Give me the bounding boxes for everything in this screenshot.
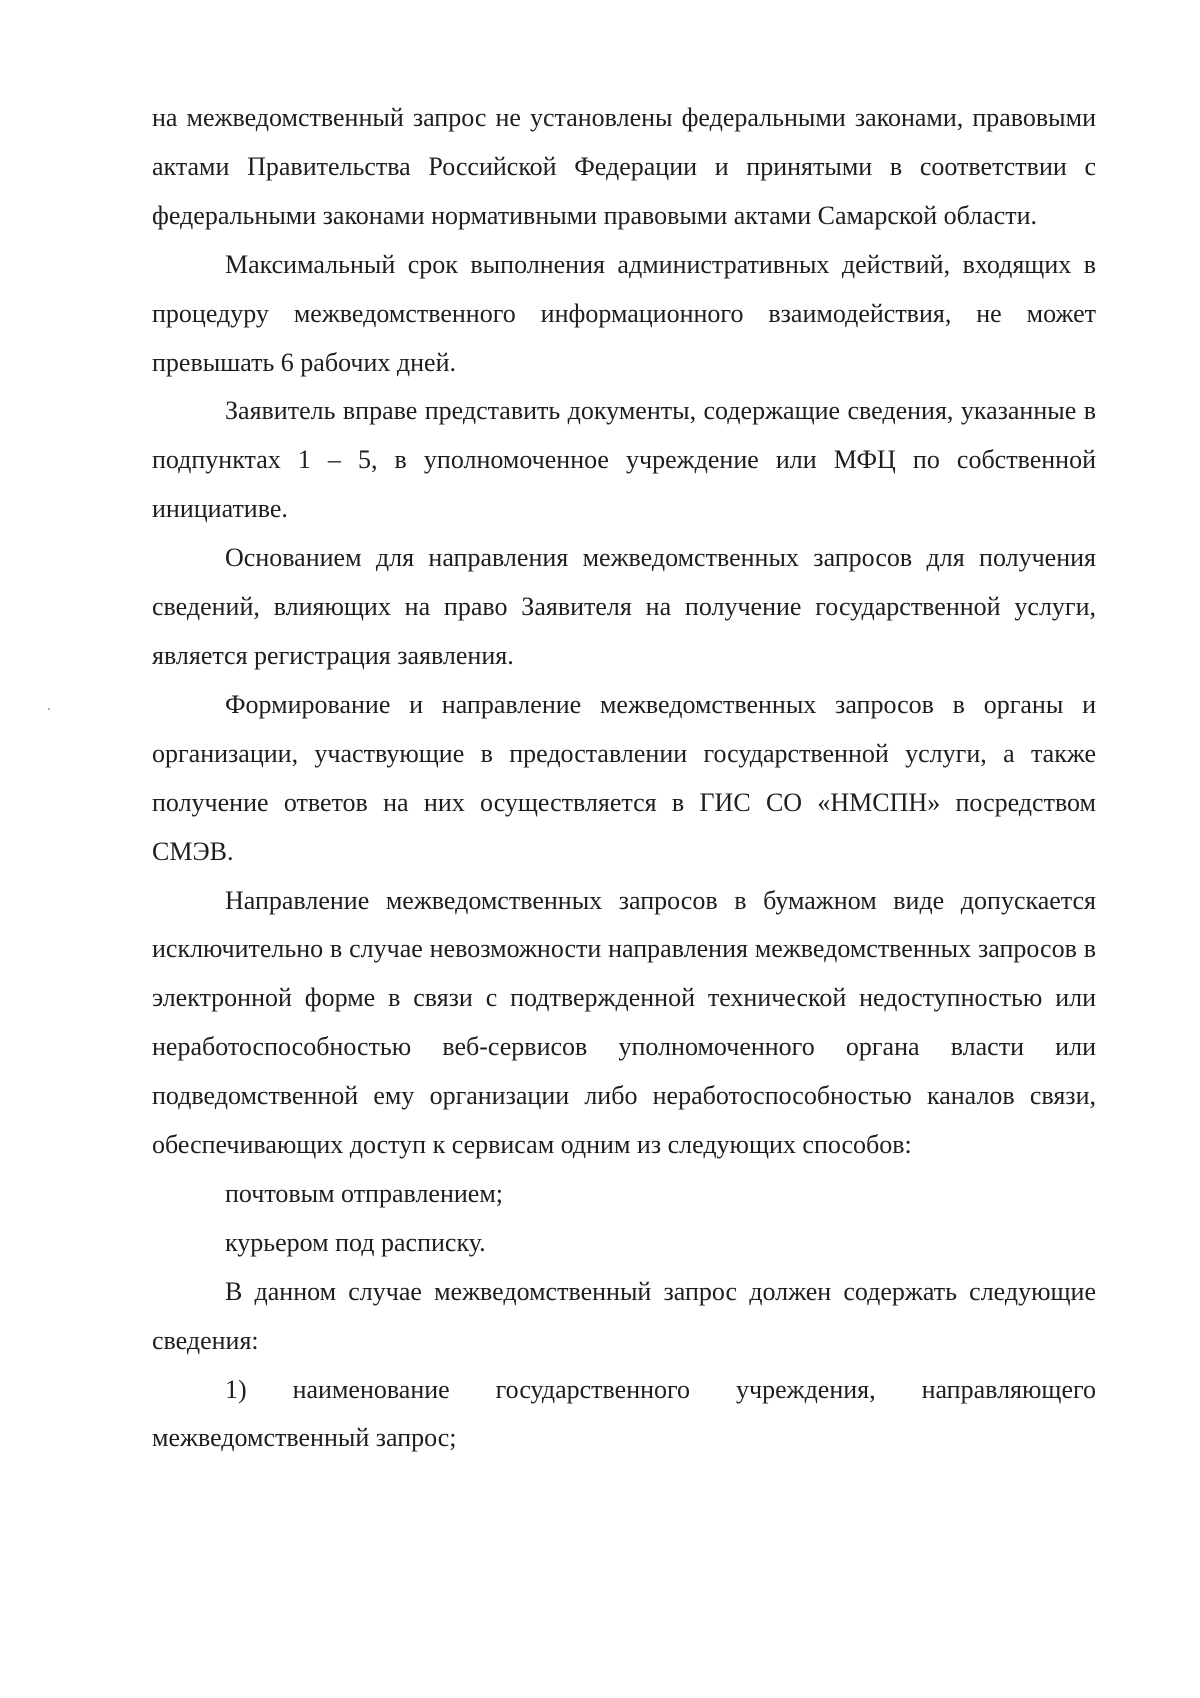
paragraph-basis: Основанием для направления межведомственных запросов для получения сведений, влияющих на право Заявителя на получение государственной услуги, является регистрация заявления. (152, 543, 1096, 670)
list-item-postal: почтовым отправлением; (225, 1178, 504, 1208)
paragraph-item-1: 1) наименование государственного учреждения, направляющего межведомственный запрос; (152, 1374, 1096, 1453)
list-item-courier: курьером под расписку. (225, 1227, 486, 1257)
paragraph-forming-requests: Формирование и направление межведомственных запросов в органы и организации, участвующие в предоставлении государственной услуги, а также получение ответов на них осуществляется в ГИС СО «НМСПН» посредством СМЭВ. (152, 689, 1096, 866)
paragraph-request-content: В данном случае межведомственный запрос должен содержать следующие сведения: (152, 1276, 1096, 1355)
paragraph-applicant-right: Заявитель вправе представить документы, содержащие сведения, указанные в подпунктах 1 – 5, в уполномоченное учреждение или МФЦ по собственной инициативе. (152, 396, 1096, 524)
scan-speck (48, 708, 50, 710)
document-body (152, 94, 1096, 1463)
paragraph-max-term: Максимальный срок выполнения административных действий, входящих в процедуру межведомственного информационного взаимодействия, не может превышать 6 рабочих дней. (152, 249, 1096, 377)
paragraph-continuation: на межведомственный запрос не установлены федеральными законами, правовыми актами Правительства Российской Федерации и принятыми в соответствии с федеральными законами нормативными правовыми актами Самарской области. (152, 103, 1096, 230)
paragraph-paper-requests: Направление межведомственных запросов в бумажном виде допускается исключительно в случае невозможности направления межведомственных запросов в электронной форме в связи с подтвержденной технической недоступностью или неработоспособностью веб-сервисов уполномоченного органа власти или подведомственной ему организации либо неработоспособностью каналов связи, обеспечивающих доступ к сервисам одним из следующих способов: (152, 885, 1096, 1160)
